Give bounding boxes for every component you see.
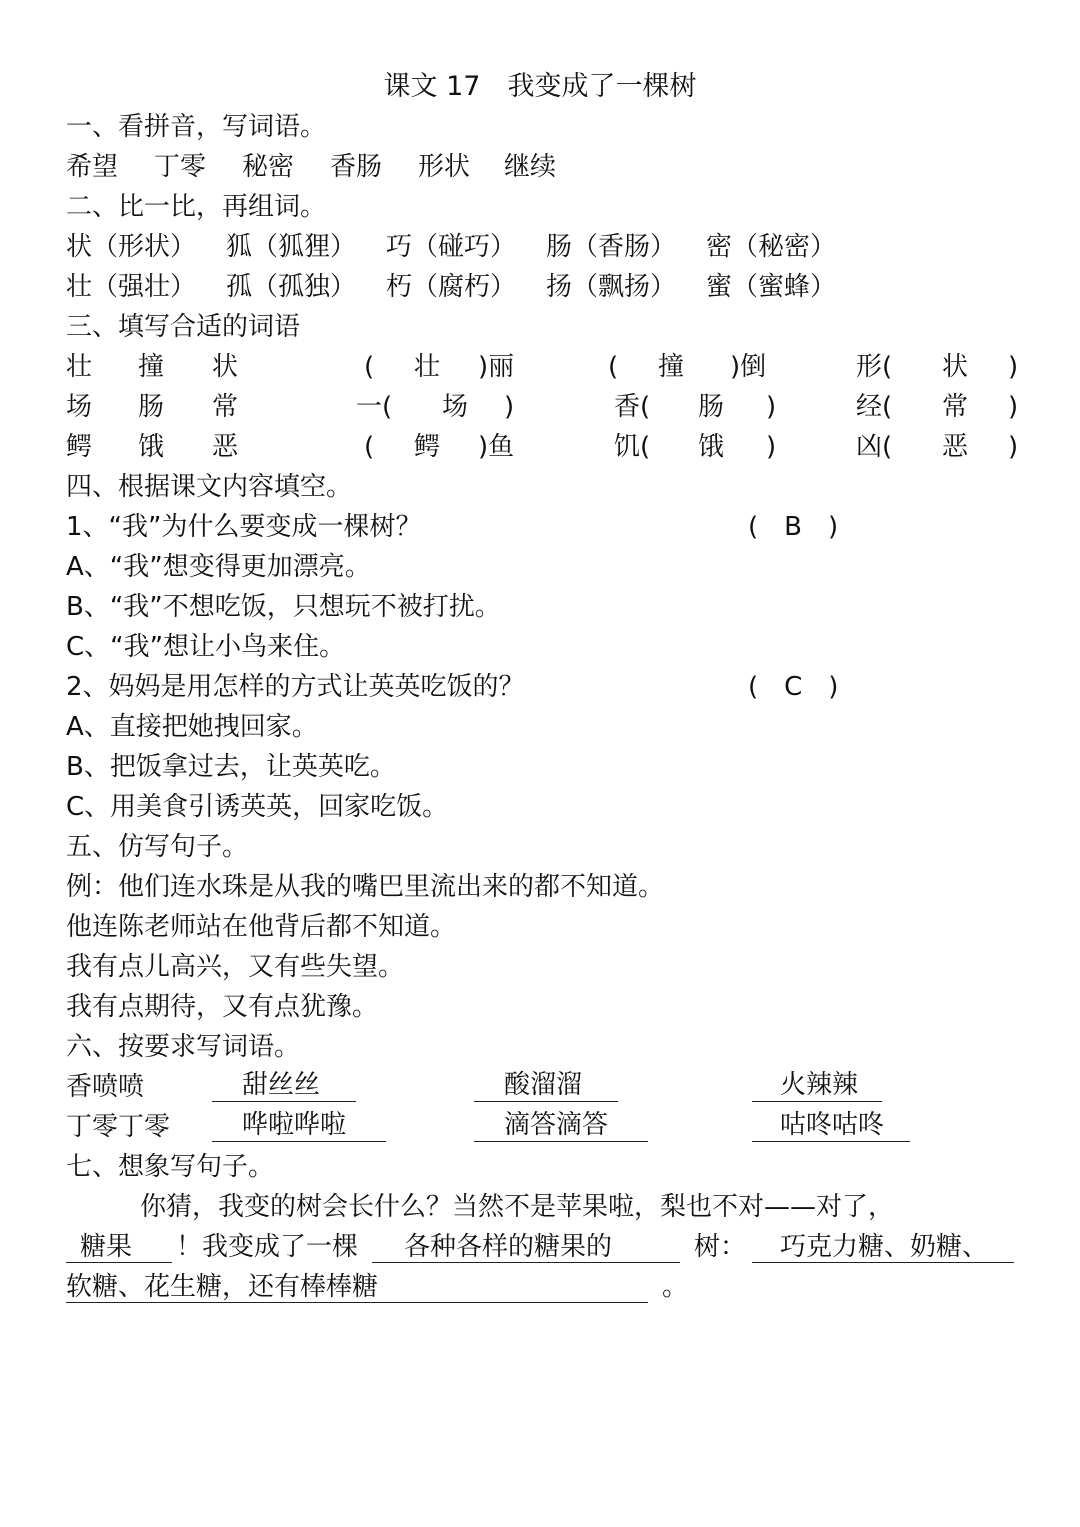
paren: ) — [766, 392, 777, 422]
prefix: 经( — [856, 392, 893, 422]
paren: ) — [1008, 352, 1019, 382]
option: C、用美食引诱英英，回家吃饭。 — [66, 792, 449, 822]
word: 希望 — [66, 152, 119, 182]
compare-item: 肠（香肠） — [546, 232, 677, 262]
question-1: 1、“我”为什么要变成一棵树？ — [66, 512, 422, 542]
compare-row — [66, 270, 1026, 304]
blank-answer: 糖果 — [80, 1232, 133, 1262]
compare-item: 扬（飘扬） — [546, 272, 677, 302]
section-6-heading: 六、按要求写词语。 — [66, 1032, 301, 1062]
suffix: )倒 — [730, 352, 767, 382]
compare-item: 壮（强壮） — [66, 272, 197, 302]
answer: 鳄 — [414, 432, 441, 462]
underline — [212, 1141, 386, 1142]
prefix: 香( — [614, 392, 651, 422]
paren: ) — [766, 432, 777, 462]
section-7-heading: 七、想象写句子。 — [66, 1152, 275, 1182]
prefix: 饥( — [614, 432, 651, 462]
prefix: 形( — [856, 352, 893, 382]
answer: 状 — [942, 352, 969, 382]
underline — [474, 1141, 648, 1142]
paren: ) — [1008, 392, 1019, 422]
paren: ( — [364, 432, 375, 462]
sentence: 我有点儿高兴，又有些失望。 — [66, 952, 405, 982]
compare-item: 状（形状） — [66, 232, 197, 262]
paren: ) — [504, 392, 515, 422]
word: 丁零 — [154, 152, 207, 182]
prefix: 凶( — [856, 432, 893, 462]
char: 场 — [66, 392, 93, 422]
section-1-heading: 一、看拼音，写词语。 — [66, 112, 327, 142]
underline — [752, 1141, 910, 1142]
paren: ( — [364, 352, 375, 382]
compare-item: 孤（孤独） — [226, 272, 357, 302]
suffix: )丽 — [478, 352, 515, 382]
fill-row — [66, 350, 1026, 384]
answer: 撞 — [658, 352, 685, 382]
word-label: 香喷喷 — [66, 1072, 145, 1102]
char: 撞 — [138, 352, 165, 382]
section-3-heading: 三、填写合适的词语 — [66, 312, 301, 342]
char: 饿 — [138, 432, 165, 462]
word: 秘密 — [242, 152, 295, 182]
char: 壮 — [66, 352, 93, 382]
underline — [66, 1262, 172, 1263]
underline — [752, 1101, 882, 1102]
blank-answer: 软糖、花生糖，还有棒棒糖 — [66, 1272, 379, 1302]
compare-row — [66, 230, 1026, 264]
option: A、直接把她拽回家。 — [66, 712, 318, 742]
word: 香肠 — [330, 152, 383, 182]
char: 鳄 — [66, 432, 93, 462]
compare-item: 密（秘密） — [706, 232, 837, 262]
option: B、把饭拿过去，让英英吃。 — [66, 752, 396, 782]
compare-item: 蜜（蜜蜂） — [706, 272, 837, 302]
answer: 肠 — [698, 392, 725, 422]
option: A、“我”想变得更加漂亮。 — [66, 552, 371, 582]
fill-row — [66, 390, 1026, 424]
word: 继续 — [504, 152, 557, 182]
sentence: 例：他们连水珠是从我的嘴巴里流出来的都不知道。 — [66, 872, 665, 902]
word-answer: 哗啦哗啦 — [242, 1110, 347, 1140]
prefix: 一( — [356, 392, 393, 422]
underline — [66, 1302, 648, 1303]
blank-answer: 巧克力糖、奶糖、 — [780, 1232, 989, 1262]
sentence: 我有点期待，又有点犹豫。 — [66, 992, 379, 1022]
answer-2: ( C ) — [748, 672, 839, 702]
section-2-heading: 二、比一比，再组词。 — [66, 192, 327, 222]
sentence: 他连陈老师站在他背后都不知道。 — [66, 912, 457, 942]
suffix: )鱼 — [478, 432, 515, 462]
question-2: 2、妈妈是用怎样的方式让英英吃饭的？ — [66, 672, 525, 702]
page-title: 课文 17 我变成了一棵树 — [383, 71, 697, 102]
underline — [752, 1262, 1014, 1263]
word: 形状 — [418, 152, 471, 182]
text: ！我变成了一棵 — [176, 1232, 359, 1262]
paren: ( — [608, 352, 619, 382]
char: 恶 — [212, 432, 239, 462]
blank-answer: 各种各样的糖果的 — [404, 1232, 613, 1262]
answer: 恶 — [942, 432, 969, 462]
underline — [212, 1101, 356, 1102]
answer: 壮 — [414, 352, 441, 382]
option: B、“我”不想吃饭，只想玩不被打扰。 — [66, 592, 501, 622]
answer: 场 — [442, 392, 469, 422]
fill-row — [66, 430, 1026, 464]
word-answer: 滴答滴答 — [504, 1110, 609, 1140]
compare-item: 巧（碰巧） — [386, 232, 517, 262]
underline — [372, 1262, 680, 1263]
word-answer: 火辣辣 — [780, 1070, 859, 1100]
word-answer: 咕咚咕咚 — [780, 1110, 885, 1140]
paragraph-line: 你猜，我变的树会长什么？当然不是苹果啦，梨也不对——对了， — [140, 1192, 895, 1222]
word-answer: 甜丝丝 — [242, 1070, 321, 1100]
section-5-heading: 五、仿写句子。 — [66, 832, 249, 862]
char: 常 — [212, 392, 239, 422]
compare-item: 朽（腐朽） — [386, 272, 517, 302]
paren: ) — [1008, 432, 1019, 462]
option: C、“我”想让小鸟来住。 — [66, 632, 346, 662]
text: 树： — [694, 1232, 747, 1262]
text: 。 — [662, 1272, 689, 1302]
underline — [474, 1101, 618, 1102]
answer: 常 — [942, 392, 969, 422]
compare-item: 狐（狐狸） — [226, 232, 357, 262]
section-4-heading: 四、根据课文内容填空。 — [66, 472, 353, 502]
word-label: 丁零丁零 — [66, 1112, 171, 1142]
answer: 饿 — [698, 432, 725, 462]
answer-1: ( B ) — [748, 512, 839, 542]
word-answer: 酸溜溜 — [504, 1070, 583, 1100]
char: 肠 — [138, 392, 165, 422]
char: 状 — [212, 352, 239, 382]
